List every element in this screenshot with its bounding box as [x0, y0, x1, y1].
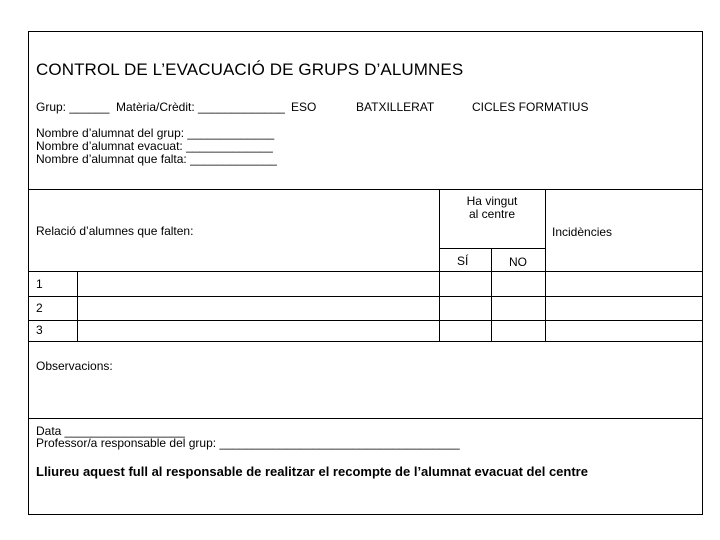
grup-field: Grup: ______ [36, 100, 110, 114]
ha-vingut-header-line2: al centre [468, 207, 516, 221]
ha-vingut-right-rule [545, 189, 546, 341]
eso-option: ESO [291, 100, 317, 114]
incidencies-header: Incidències [552, 225, 613, 239]
ha-vingut-header-line1: Ha vingut [466, 194, 518, 208]
batxillerat-option: BATXILLERAT [356, 100, 435, 114]
row-3-bottom-rule [28, 341, 703, 342]
professor-responsable-field: Professor/a responsable del grup: ____________________________________ [36, 436, 460, 450]
row-1-bottom-rule [28, 296, 703, 297]
table-row-number: 3 [36, 323, 43, 337]
si-column-header: SÍ [457, 254, 469, 268]
nombre-alumnat-evacuat: Nombre d’alumnat evacuat: _____________ [36, 139, 273, 153]
nombre-alumnat-grup: Nombre d’alumnat del grup: _____________ [36, 126, 275, 140]
no-column-header: NO [509, 255, 527, 269]
table-header-bottom-rule [28, 271, 703, 272]
section-divider-top [28, 189, 703, 190]
number-column-rule [77, 271, 78, 341]
relacio-alumnes-label: Relació d’alumnes que falten: [36, 224, 194, 238]
row-2-bottom-rule [28, 320, 703, 321]
nombre-alumnat-falta: Nombre d’alumnat que falta: _____________ [36, 152, 277, 166]
table-row-number: 1 [36, 277, 43, 291]
footer-instruction: Lliureu aquest full al responsable de realitzar el recompte de l’alumnat evacuat del centre [36, 464, 588, 479]
form-title: CONTROL DE L’EVACUACIÓ DE GRUPS D’ALUMNES [36, 60, 464, 79]
data-field: Data __________________ [36, 424, 185, 438]
table-row-number: 2 [36, 301, 43, 315]
observacions-label: Observacions: [36, 359, 113, 373]
observacions-bottom-rule [28, 418, 703, 419]
ha-vingut-divider [439, 248, 545, 249]
si-no-separator-rule [491, 248, 492, 341]
materia-credit-field: Matèria/Crèdit: _____________ [116, 100, 285, 114]
cicles-formatius-option: CICLES FORMATIUS [472, 100, 589, 114]
